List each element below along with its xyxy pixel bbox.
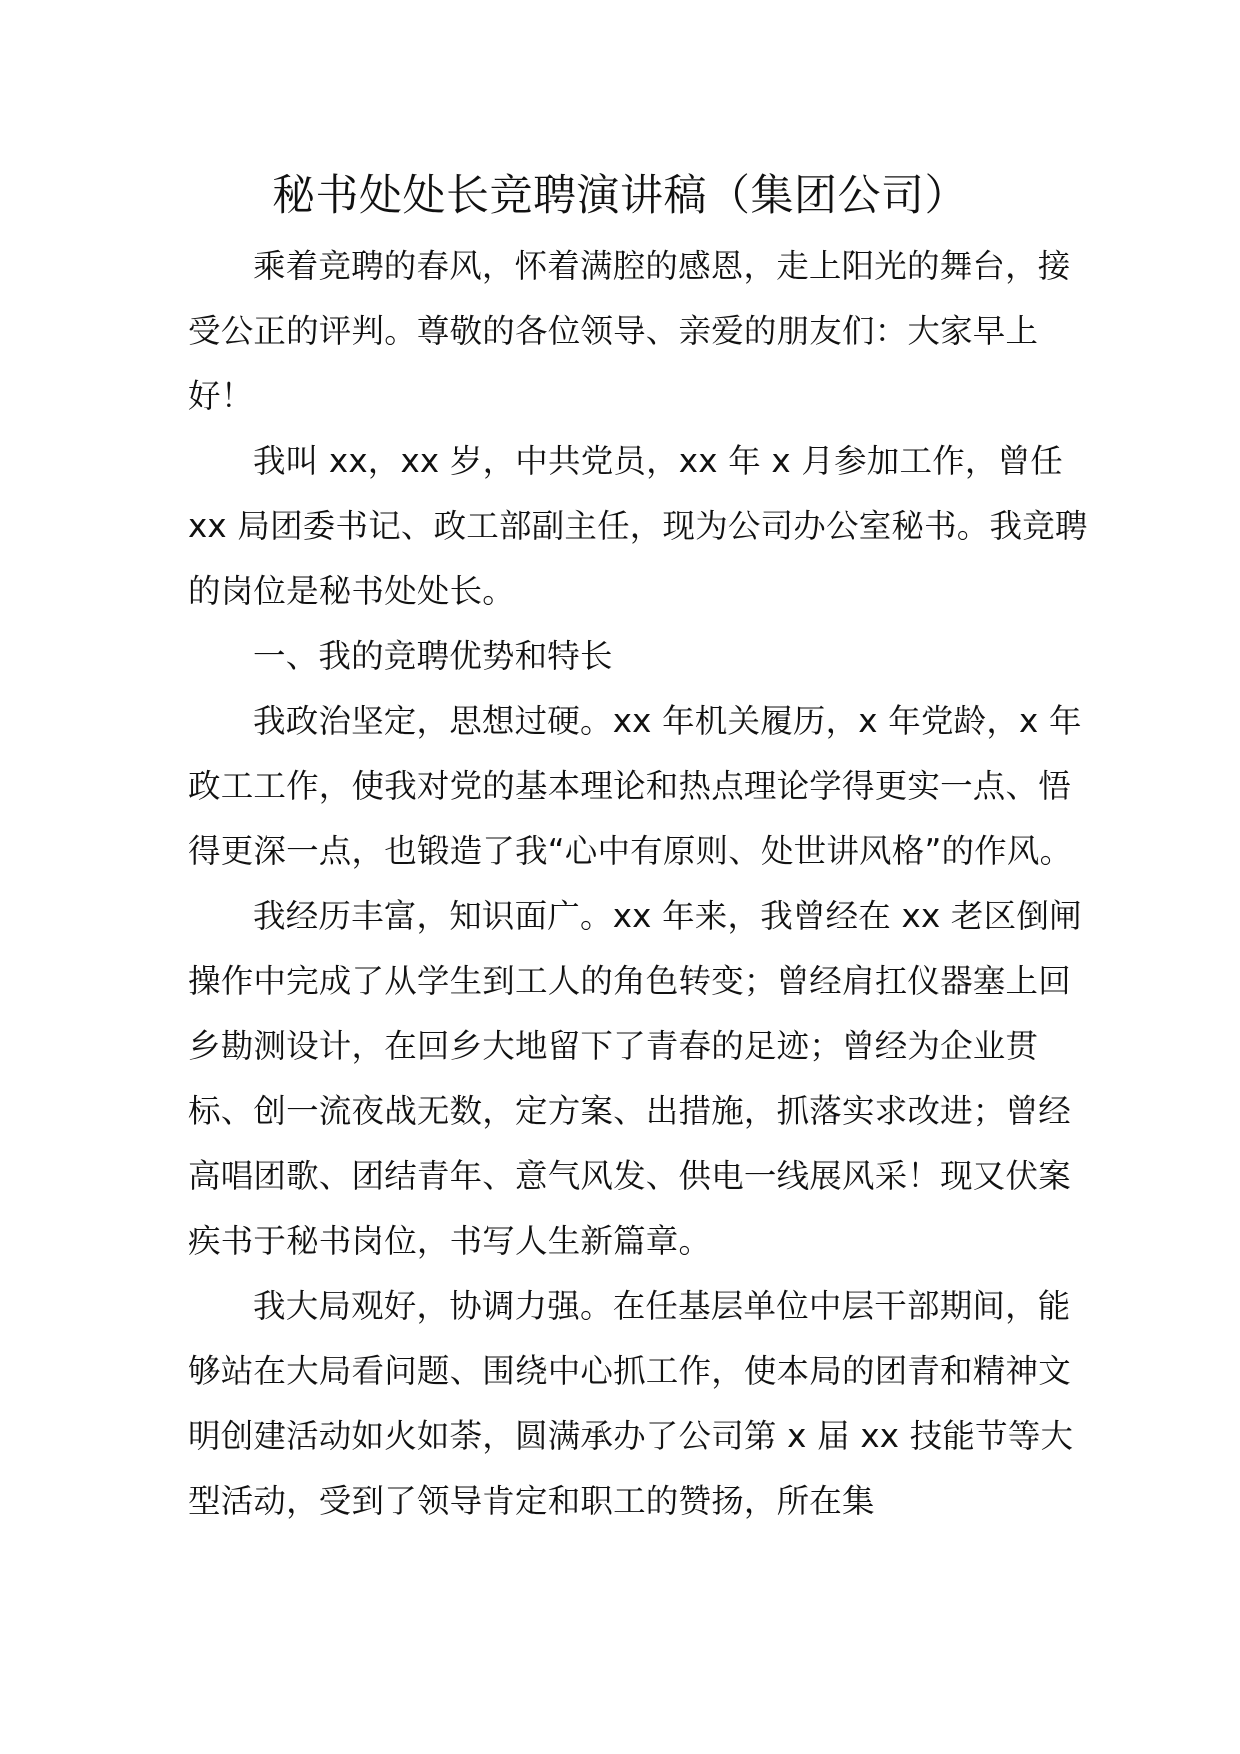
section-heading: 一、我的竞聘优势和特长 — [253, 637, 613, 675]
paragraph-experience: 我经历丰富，知识面广。xx 年来，我曾经在 xx 老区倒闸操作中完成了从学生到工人的角色转变；曾经肩扛仪器塞上回乡勘测设计，在回乡大地留下了青春的足迹；曾经为企业贯标、创一流夜战无数，定方案、出措施，抓落实求改进；曾经高唱团歌、团结青年、意气风发、供电一线展风采！现又伏案疾书于秘书岗位，书写人生新篇章。 — [188, 897, 1082, 1260]
paragraph-introduction: 我叫 xx，xx 岁，中共党员，xx 年 x 月参加工作，曾任 xx 局团委书记、政工部副主任，现为公司办公室秘书。我竞聘的岗位是秘书处处长。 — [188, 442, 1088, 610]
paragraph-coordination: 我大局观好，协调力强。在任基层单位中层干部期间，能够站在大局看问题、围绕中心抓工作，使本局的团青和精神文明创建活动如火如荼，圆满承办了公司第 x 届 xx 技能节等大型活动，受到了领导肯定和职工的赞扬，所在集 — [188, 1287, 1074, 1520]
paragraph-political: 我政治坚定，思想过硬。xx 年机关履历，x 年党龄，x 年政工工作，使我对党的基本理论和热点理论学得更实一点、悟得更深一点，也锻造了我“心中有原则、处世讲风格”的作风。 — [188, 702, 1082, 870]
document-title: 秘书处处长竞聘演讲稿（集团公司） — [272, 171, 968, 221]
document-body — [188, 234, 1088, 1534]
paragraph-greeting: 乘着竞聘的春风，怀着满腔的感恩，走上阳光的舞台，接受公正的评判。尊敬的各位领导、亲爱的朋友们：大家早上好！ — [188, 247, 1071, 415]
